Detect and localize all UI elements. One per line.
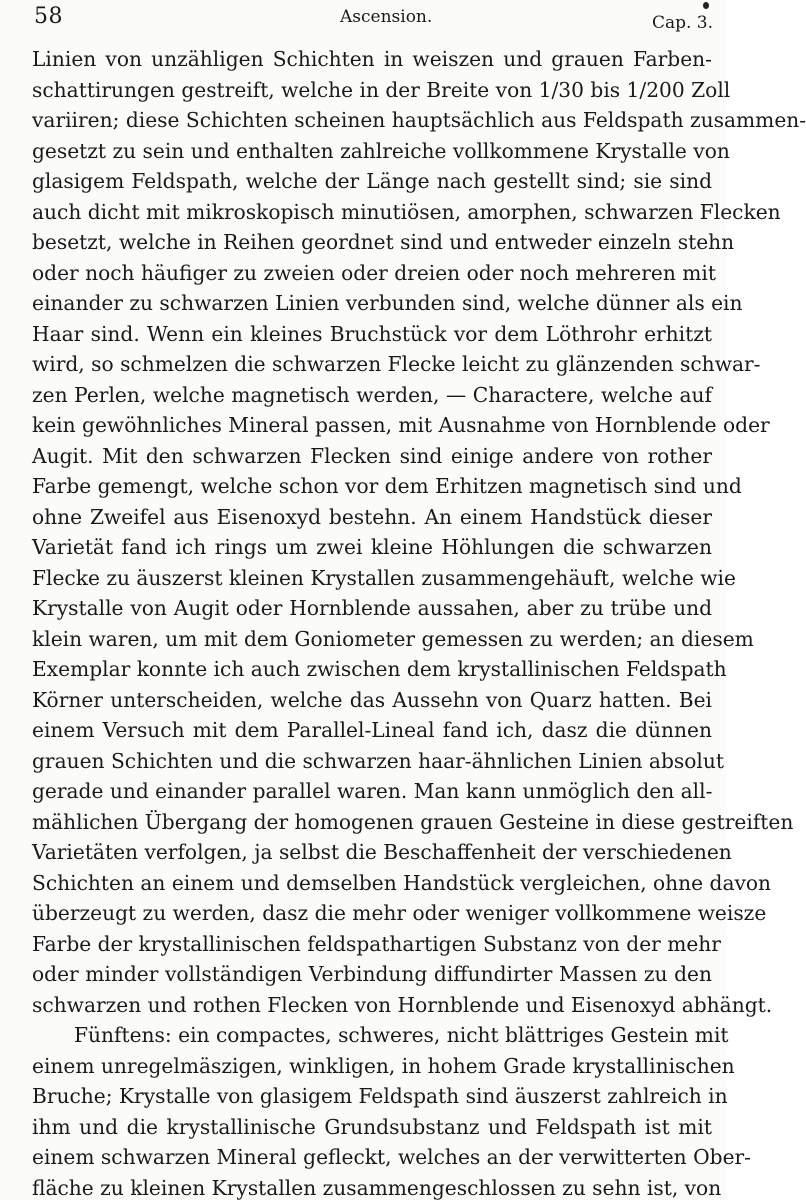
text-line: mählichen Übergang der homogenen grauen Gesteine in diese gestreiften <box>32 807 712 838</box>
text-line: besetzt, welche in Reihen geordnet sind und entweder einzeln stehn <box>32 227 712 258</box>
text-line: ihm und die krystallinische Grundsubstanz und Feldspath ist mit <box>32 1112 712 1143</box>
text-line: einander zu schwarzen Linien verbunden sind, welche dünner als ein <box>32 288 712 319</box>
text-line: Varietät fand ich rings um zwei kleine Höhlungen die schwarzen <box>32 532 712 563</box>
text-line: überzeugt zu werden, dasz die mehr oder weniger vollkommene weisze <box>32 898 712 929</box>
running-title: Ascension. <box>340 7 432 27</box>
text-line: Schichten an einem und demselben Handstück vergleichen, ohne davon <box>32 868 712 899</box>
text-line: Körner unterscheiden, welche das Aussehn von Quarz hatten. Bei <box>32 685 712 716</box>
text-line: oder minder vollständigen Verbindung diffundirter Massen zu den <box>32 959 712 990</box>
page-number: 58 <box>34 4 63 29</box>
page-header <box>30 4 713 34</box>
text-line: klein waren, um mit dem Goniometer gemessen zu werden; an diesem <box>32 624 712 655</box>
text-line: glasigem Feldspath, welche der Länge nach gestellt sind; sie sind <box>32 166 712 197</box>
text-line: auch dicht mit mikroskopisch minutiösen, amorphen, schwarzen Flecken <box>32 197 712 228</box>
text-line: einem unregelmäszigen, winkligen, in hohem Grade krystallinischen <box>32 1051 712 1082</box>
text-line: Augit. Mit den schwarzen Flecken sind einige andere von rother <box>32 441 712 472</box>
text-line: Farbe der krystallinischen feldspathartigen Substanz von der mehr <box>32 929 712 960</box>
text-line: Haar sind. Wenn ein kleines Bruchstück vor dem Löthrohr erhitzt <box>32 319 712 350</box>
text-line: gerade und einander parallel waren. Man kann unmöglich den all- <box>32 776 712 807</box>
text-line: Flecke zu äuszerst kleinen Krystallen zusammengehäuft, welche wie <box>32 563 712 594</box>
chapter-label: Cap. 3. <box>652 13 713 33</box>
text-line: gesetzt zu sein und enthalten zahlreiche vollkommene Krystalle von <box>32 136 712 167</box>
text-line: einem schwarzen Mineral gefleckt, welches an der verwitterten Ober- <box>32 1142 712 1173</box>
text-line: kein gewöhnliches Mineral passen, mit Ausnahme von Hornblende oder <box>32 410 712 441</box>
text-line: schwarzen und rothen Flecken von Hornblende und Eisenoxyd abhängt. <box>32 990 712 1021</box>
text-line: wird, so schmelzen die schwarzen Flecke leicht zu glänzenden schwar- <box>32 349 712 380</box>
text-line: oder noch häufiger zu zweien oder dreien oder noch mehreren mit <box>32 258 712 289</box>
text-line: fläche zu kleinen Krystallen zusammengeschlossen zu sehn ist, von <box>32 1173 712 1203</box>
text-line: variiren; diese Schichten scheinen hauptsächlich aus Feldspath zusammen- <box>32 105 712 136</box>
text-line: ohne Zweifel aus Eisenoxyd bestehn. An einem Handstück dieser <box>32 502 712 533</box>
text-line: Krystalle von Augit oder Hornblende aussahen, aber zu trübe und <box>32 593 712 624</box>
body-text <box>32 44 712 1203</box>
text-line: zen Perlen, welche magnetisch werden, — Charactere, welche auf <box>32 380 712 411</box>
text-line: schattirungen gestreift, welche in der Breite von 1/30 bis 1/200 Zoll <box>32 75 712 106</box>
text-line: grauen Schichten und die schwarzen haar-ähnlichen Linien absolut <box>32 746 712 777</box>
text-line: Farbe gemengt, welche schon vor dem Erhitzen magnetisch sind und <box>32 471 712 502</box>
text-line: Varietäten verfolgen, ja selbst die Beschaffenheit der verschiedenen <box>32 837 712 868</box>
text-line: Fünftens: ein compactes, schweres, nicht blättriges Gestein mit <box>32 1020 712 1051</box>
text-line: einem Versuch mit dem Parallel-Lineal fand ich, dasz die dünnen <box>32 715 712 746</box>
text-line: Exemplar konnte ich auch zwischen dem krystallinischen Feldspath <box>32 654 712 685</box>
text-line: Bruche; Krystalle von glasigem Feldspath sind äuszerst zahlreich in <box>32 1081 712 1112</box>
text-line: Linien von unzähligen Schichten in weiszen und grauen Farben- <box>32 44 712 75</box>
